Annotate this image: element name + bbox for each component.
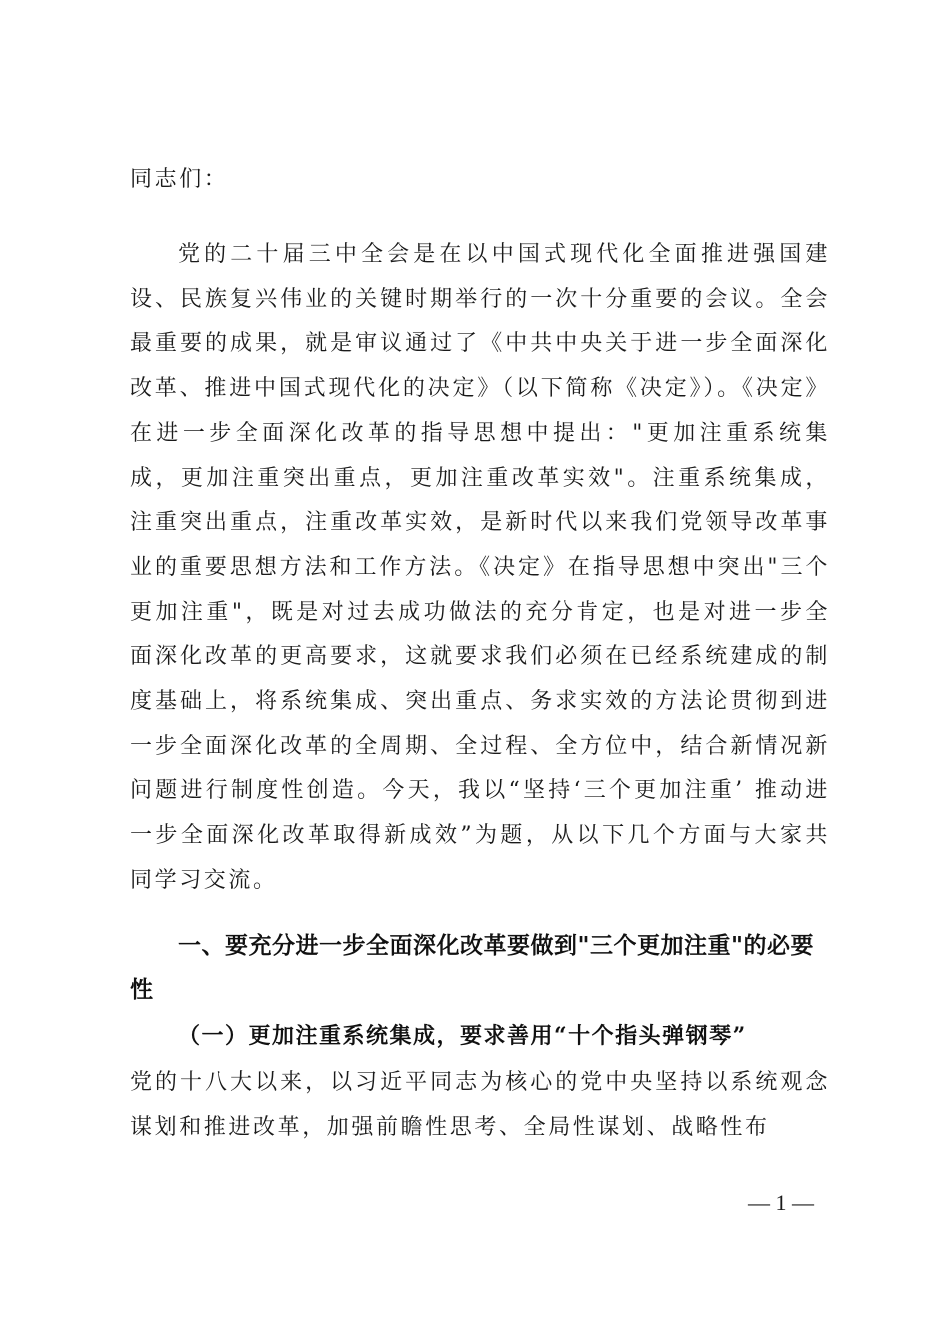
body-paragraph-subsection: 党的十八大以来，以习近平同志为核心的党中央坚持以系统观念谋划和推进改革，加强前瞻性思考、全局性谋划、战略性布 <box>130 1070 830 1140</box>
salutation: 同志们： <box>130 167 229 192</box>
section-heading-1: 一、要充分进一步全面深化改革要做到"三个更加注重"的必要性 <box>130 933 814 1003</box>
body-paragraph-intro: 党的二十届三中全会是在以中国式现代化全面推进强国建设、民族复兴伟业的关键时期举行的一次十分重要的会议。全会最重要的成果，就是审议通过了《中共中央关于进一步全面深化改革、推进中国式现代化的决定》（以下简称《决定》）。《决定》在进一步全面深化改革的指导思想中提出："更加注重系统集成，更加注重突出重点，更加注重改革实效"。注重系统集成，注重突出重点，注重改革实效，是新时代以来我们党领导改革事业的重要思想方法和工作方法。《决定》在指导思想中突出"三个更加注重"，既是对过去成功做法的充分肯定，也是对进一步全面深化改革的更高要求，这就要求我们必须在已经系统建成的制度基础上，将系统集成、突出重点、务求实效的方法论贯彻到进一步全面深化改革的全周期、全过程、全方位中，结合新情况新问题进行制度性创造。今天，我以“坚持‘三个更加注重’ 推动进一步全面深化改革取得新成效”为题，从以下几个方面与大家共同学习交流。 <box>130 242 830 893</box>
page-number: — 1 — <box>748 1190 814 1215</box>
subsection-heading-1: （一）更加注重系统集成，要求善用“十个指头弹钢琴” <box>178 1023 747 1049</box>
